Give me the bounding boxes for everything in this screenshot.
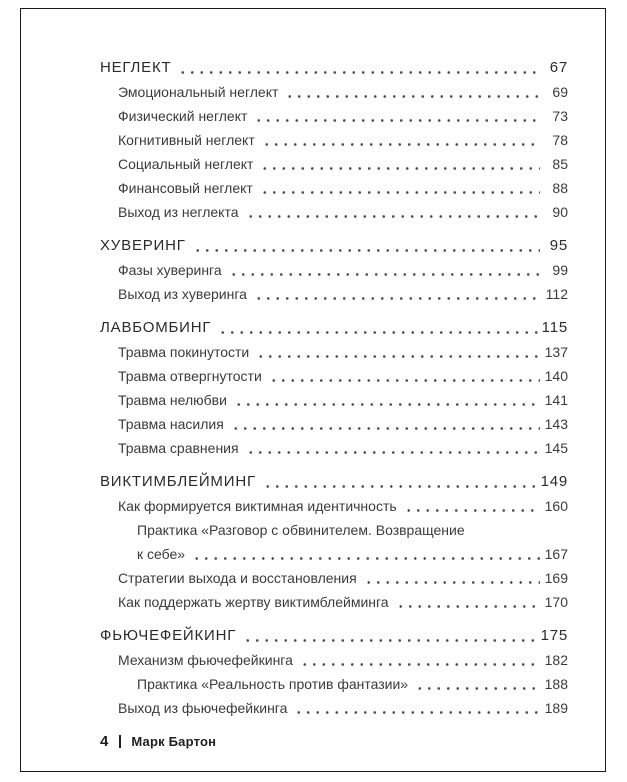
toc-dot-leader <box>260 190 540 195</box>
toc-page-number: 143 <box>544 416 568 432</box>
footer-page-number: 4 <box>100 733 109 750</box>
toc-dot-leader <box>294 710 540 715</box>
toc-entry-row <box>100 518 568 542</box>
toc-page-number: 115 <box>541 319 568 336</box>
toc-dot-leader <box>254 296 540 301</box>
footer-author: Марк Бартон <box>131 734 217 749</box>
toc-page-number: 189 <box>544 700 568 716</box>
toc-entry-row <box>100 176 568 200</box>
toc-dot-leader <box>254 118 540 123</box>
toc-entry-row <box>100 542 568 566</box>
toc-dot-leader <box>178 70 540 75</box>
toc-dot-leader <box>396 604 540 609</box>
toc-dot-leader <box>246 450 540 455</box>
toc-entry-row <box>100 436 568 460</box>
toc-dot-leader <box>243 638 536 643</box>
toc-page-number: 167 <box>544 546 568 562</box>
toc-entry-label: Выход из хуверинга <box>118 286 247 302</box>
toc-dot-leader <box>193 248 540 253</box>
toc-dot-leader <box>300 662 540 667</box>
toc-page-number: 137 <box>544 344 568 360</box>
toc-dot-leader <box>262 142 540 147</box>
toc-entry-row <box>100 152 568 176</box>
toc-page-number: 188 <box>544 676 568 692</box>
toc-page-number: 141 <box>544 392 568 408</box>
toc-page-number: 140 <box>544 368 568 384</box>
toc-entry-row <box>100 648 568 672</box>
toc-page-number: 69 <box>552 84 568 100</box>
toc-section <box>100 56 568 224</box>
toc-page-number: 170 <box>544 594 568 610</box>
toc <box>100 56 568 720</box>
toc-entry-label: Фазы хуверинга <box>118 262 222 278</box>
toc-entry-label: Финансовый неглект <box>118 180 253 196</box>
page-footer <box>100 733 216 750</box>
toc-page-number: 90 <box>552 204 568 220</box>
toc-section <box>100 470 568 614</box>
toc-section <box>100 624 568 720</box>
toc-entry-label: Когнитивный неглект <box>118 132 255 148</box>
toc-dot-leader <box>192 556 540 561</box>
toc-section-title: НЕГЛЕКТ <box>100 59 172 76</box>
toc-section-title-row <box>100 316 568 340</box>
toc-entry-label: Травма нелюбви <box>118 392 227 408</box>
toc-section-title: ВИКТИМБЛЕЙМИНГ <box>100 473 256 490</box>
toc-page-number: 112 <box>545 286 568 302</box>
toc-dot-leader <box>256 354 540 359</box>
toc-dot-leader <box>260 166 540 171</box>
toc-section-title-row <box>100 234 568 258</box>
toc-entry-label: Стратегии выхода и восстановления <box>118 570 357 586</box>
toc-entry-label: Травма отвергнутости <box>118 368 262 384</box>
toc-entry-label: Практика «Разговор с обвинителем. Возвращение <box>137 522 465 538</box>
toc-page-number: 145 <box>544 440 568 456</box>
toc-dot-leader <box>263 484 537 489</box>
toc-entry-label: к себе» <box>137 546 186 562</box>
toc-page-number: 182 <box>544 652 568 668</box>
toc-entry-row <box>100 412 568 436</box>
toc-section-title: ФЬЮЧЕФЕЙКИНГ <box>100 627 237 644</box>
toc-entry-label: Социальный неглект <box>118 156 254 172</box>
toc-entry-row <box>100 104 568 128</box>
toc-entry-row <box>100 566 568 590</box>
toc-page-number: 67 <box>549 59 568 76</box>
toc-page-number: 85 <box>552 156 568 172</box>
toc-entry-row <box>100 340 568 364</box>
toc-entry-label: Травма сравнения <box>118 440 239 456</box>
toc-entry-row <box>100 364 568 388</box>
toc-page-number: 73 <box>552 108 568 124</box>
toc-page-number: 78 <box>552 132 568 148</box>
toc-dot-leader <box>246 214 540 219</box>
toc-section <box>100 234 568 306</box>
toc-entry-label: Механизм фьючефейкинга <box>118 652 293 668</box>
toc-section <box>100 316 568 460</box>
toc-entry-row <box>100 282 568 306</box>
toc-dot-leader <box>234 402 540 407</box>
toc-page-number: 169 <box>544 570 568 586</box>
toc-entry-label: Выход из фьючефейкинга <box>118 700 288 716</box>
toc-dot-leader <box>415 686 540 691</box>
footer-divider <box>119 735 121 748</box>
toc-entry-row <box>100 80 568 104</box>
toc-entry-label: Как поддержать жертву виктимблейминга <box>118 594 389 610</box>
toc-entry-label: Практика «Реальность против фантазии» <box>137 676 409 692</box>
toc-entry-row <box>100 388 568 412</box>
toc-dot-leader <box>218 330 537 335</box>
toc-entry-row <box>100 590 568 614</box>
toc-section-title-row <box>100 624 568 648</box>
toc-dot-leader <box>269 378 540 383</box>
toc-entry-row <box>100 672 568 696</box>
toc-dot-leader <box>364 580 540 585</box>
toc-entry-row <box>100 696 568 720</box>
toc-dot-leader <box>231 426 540 431</box>
toc-section-title: ХУВЕРИНГ <box>100 237 186 254</box>
toc-entry-label: Травма покинутости <box>118 344 250 360</box>
toc-entry-row <box>100 258 568 282</box>
toc-entry-label: Выход из неглекта <box>118 204 239 220</box>
toc-section-title-row <box>100 470 568 494</box>
toc-entry-row <box>100 494 568 518</box>
toc-dot-leader <box>229 272 540 277</box>
toc-dot-leader <box>404 508 540 513</box>
toc-page-number: 160 <box>544 498 568 514</box>
toc-page-number: 99 <box>552 262 568 278</box>
toc-dot-leader <box>285 94 540 99</box>
toc-page-number: 149 <box>540 473 568 490</box>
toc-section-title: ЛАВБОМБИНГ <box>100 319 212 336</box>
toc-page-number: 95 <box>549 237 568 254</box>
toc-entry-row <box>100 200 568 224</box>
toc-entry-label: Как формируется виктимная идентичность <box>118 498 397 514</box>
toc-section-title-row <box>100 56 568 80</box>
toc-page-number: 88 <box>552 180 568 196</box>
toc-entry-label: Физический неглект <box>118 108 248 124</box>
toc-entry-label: Травма насилия <box>118 416 224 432</box>
toc-page-number: 175 <box>540 627 568 644</box>
toc-entry-row <box>100 128 568 152</box>
toc-entry-label: Эмоциональный неглект <box>118 84 279 100</box>
